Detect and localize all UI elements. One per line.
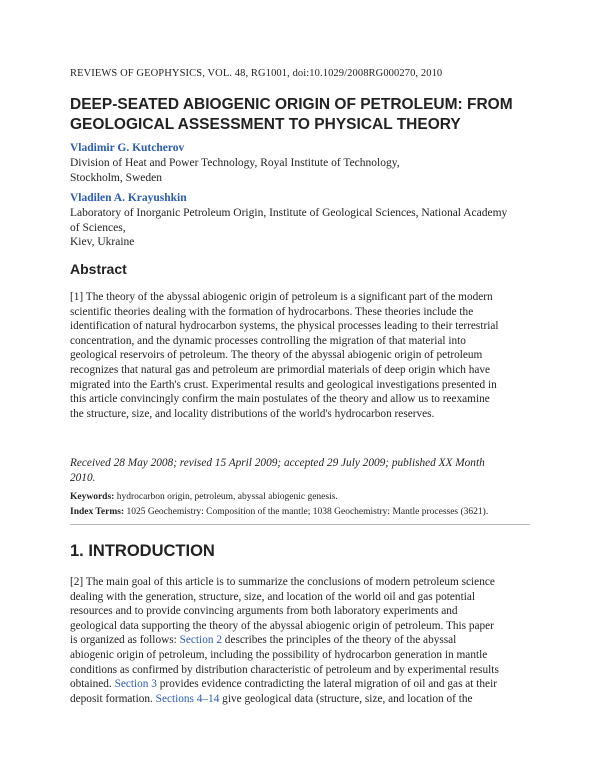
abstract-line: the structure, size, and locality distributions of the world's hydrocarbon reserves.	[70, 407, 435, 420]
intro-line	[70, 677, 542, 692]
received-dates	[70, 456, 540, 485]
affiliation-line: Kiev, Ukraine	[70, 236, 135, 249]
intro-line: dealing with the generation, structure, size, and location of the world oil and gas potential	[70, 590, 475, 603]
section-divider	[70, 524, 530, 525]
intro-line	[70, 692, 542, 707]
intro-line: abiogenic origin of petroleum, including the possibility of hydrocarbon generation in mantle	[70, 648, 488, 661]
author-affiliation-2	[70, 206, 540, 250]
abstract-heading: Abstract	[70, 261, 127, 277]
intro-line	[70, 633, 542, 648]
abstract-line: this article convincingly confirm the main postulates of the theory and allow us to reexamine	[70, 393, 490, 406]
affiliation-line: of Sciences,	[70, 221, 126, 234]
abstract-paragraph	[70, 290, 542, 421]
intro-line: resources and to provide convincing arguments from both laboratory experiments and	[70, 605, 458, 618]
title-line: GEOLOGICAL ASSESSMENT TO PHYSICAL THEORY	[70, 116, 461, 133]
intro-line: conditions as confirmed by distribution characteristic of petroleum and by experimental results	[70, 663, 499, 676]
keywords-text: hydrocarbon origin, petroleum, abyssal abiogenic genesis.	[114, 492, 338, 502]
affiliation-line: Laboratory of Inorganic Petroleum Origin, Institute of Geological Sciences, National Academy	[70, 207, 508, 219]
intro-text: provides evidence contradicting the lateral migration of oil and gas at their	[156, 678, 497, 691]
intro-text: is organized as follows:	[70, 634, 180, 647]
author-name-1[interactable]: Vladimir G. Kutcherov	[70, 142, 185, 154]
abstract-line: [1] The theory of the abyssal abiogenic origin of petroleum is a significant part of the modern	[70, 291, 493, 303]
abstract-line: migrated into the Earth's crust. Experimental results and geological investigations presented in	[70, 378, 497, 391]
section-2-link[interactable]: Section 2	[179, 634, 222, 647]
paper-title	[70, 95, 540, 135]
abstract-line: geological reservoirs of petroleum. The theory of the abyssal abiogenic origin of petroleum	[70, 349, 483, 362]
section-3-link[interactable]: Section 3	[114, 678, 157, 691]
sections-4-14-link[interactable]: Sections 4–14	[155, 692, 220, 705]
journal-citation: REVIEWS OF GEOPHYSICS, VOL. 48, RG1001, doi:10.1029/2008RG000270, 2010	[70, 68, 443, 79]
received-line: Received 28 May 2008; revised 15 April 2009; accepted 29 July 2009; published XX Month	[70, 457, 485, 469]
intro-text: give geological data (structure, size, and location of the	[219, 692, 473, 705]
abstract-line: identification of natural hydrocarbon systems, the physical processes leading to their terrestrial	[70, 320, 499, 333]
abstract-line: recognizes that natural gas and petroleum are primordial materials of deep origin which have	[70, 363, 491, 376]
index-terms-text: 1025 Geochemistry: Composition of the mantle; 1038 Geochemistry: Mantle processes (3621).	[124, 507, 489, 517]
intro-line: geological data supporting the theory of the abyssal abiogenic origin of petroleum. This paper	[70, 619, 494, 632]
intro-paragraph	[70, 575, 542, 706]
author-name-2[interactable]: Vladilen A. Krayushkin	[70, 192, 187, 204]
introduction-heading: 1. INTRODUCTION	[70, 542, 215, 560]
keywords	[70, 492, 338, 502]
abstract-line: concentration, and the dynamic processes controlling the migration of that material into	[70, 334, 466, 347]
intro-line: [2] The main goal of this article is to summarize the conclusions of modern petroleum science	[70, 576, 495, 588]
affiliation-line: Division of Heat and Power Technology, Royal Institute of Technology,	[70, 157, 400, 169]
index-terms-label: Index Terms:	[70, 507, 125, 517]
keywords-label: Keywords:	[70, 492, 115, 502]
intro-text: obtained.	[70, 678, 115, 691]
intro-text: describes the principles of the theory of the abyssal	[221, 634, 457, 647]
received-line: 2010.	[70, 471, 96, 484]
affiliation-line: Stockholm, Sweden	[70, 171, 162, 184]
index-terms	[70, 507, 488, 517]
title-line: DEEP-SEATED ABIOGENIC ORIGIN OF PETROLEUM: FROM	[70, 96, 513, 113]
intro-text: deposit formation.	[70, 692, 156, 705]
abstract-line: scientific theories dealing with the formation of hydrocarbons. These theories include the	[70, 305, 474, 318]
author-affiliation-1	[70, 156, 540, 185]
